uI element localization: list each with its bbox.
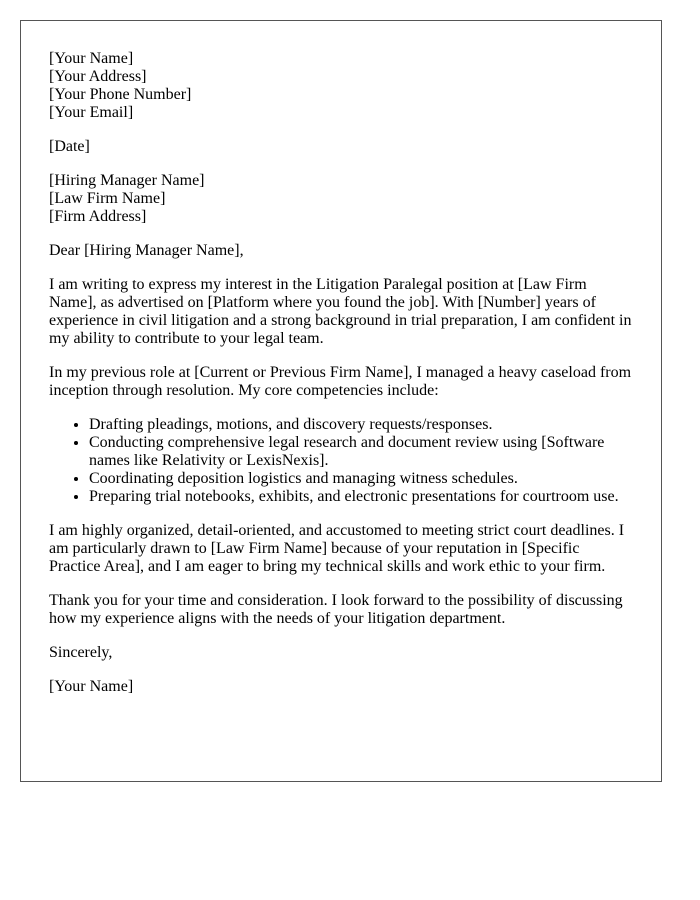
- list-item: • Coordinating deposition logistics and managing witness schedules.: [89, 470, 632, 488]
- signature: [Your Name]: [49, 678, 134, 695]
- experience-paragraph: In my previous role at [Current or Previous Firm Name], I managed a heavy caseload from inception through resolution. My core competencies include:: [49, 364, 632, 399]
- letter-date: [Date]: [49, 138, 90, 155]
- list-item: • Conducting comprehensive legal research and document review using [Software names like Relativity or LexisNexis].: [89, 434, 632, 470]
- list-item: • Drafting pleadings, motions, and discovery requests/responses.: [89, 416, 632, 434]
- recipient-address: [Firm Address]: [49, 208, 147, 225]
- sender-name: [Your Name]: [49, 50, 134, 67]
- sender-address: [Your Address]: [49, 68, 147, 85]
- recipient-block: [49, 172, 632, 226]
- qualities-paragraph: I am highly organized, detail-oriented, and accustomed to meeting strict court deadlines. I am particularly drawn to [Law Firm Name] because of your reputation in [Specific Practice Area], and I am eager to bring my technical skills and work ethic to your firm.: [49, 522, 625, 575]
- salutation: Dear [Hiring Manager Name],: [49, 242, 244, 259]
- signoff: Sincerely,: [49, 644, 113, 661]
- sender-phone: [Your Phone Number]: [49, 86, 192, 103]
- recipient-firm: [Law Firm Name]: [49, 190, 166, 207]
- list-item: • Preparing trial notebooks, exhibits, and electronic presentations for courtroom use.: [89, 488, 632, 506]
- closing-paragraph: Thank you for your time and consideration. I look forward to the possibility of discussing how my experience aligns with the needs of your litigation department.: [49, 592, 623, 627]
- sender-email: [Your Email]: [49, 104, 134, 121]
- intro-paragraph: I am writing to express my interest in the Litigation Paralegal position at [Law Firm Name], as advertised on [Platform where you found the job]. With [Number] years of experience in civil litigation and a strong background in trial preparation, I am confident in my ability to contribute to your legal team.: [49, 276, 632, 347]
- sender-block: [49, 50, 632, 122]
- recipient-name: [Hiring Manager Name]: [49, 172, 205, 189]
- competencies-list: [49, 416, 632, 506]
- cover-letter: [20, 20, 662, 782]
